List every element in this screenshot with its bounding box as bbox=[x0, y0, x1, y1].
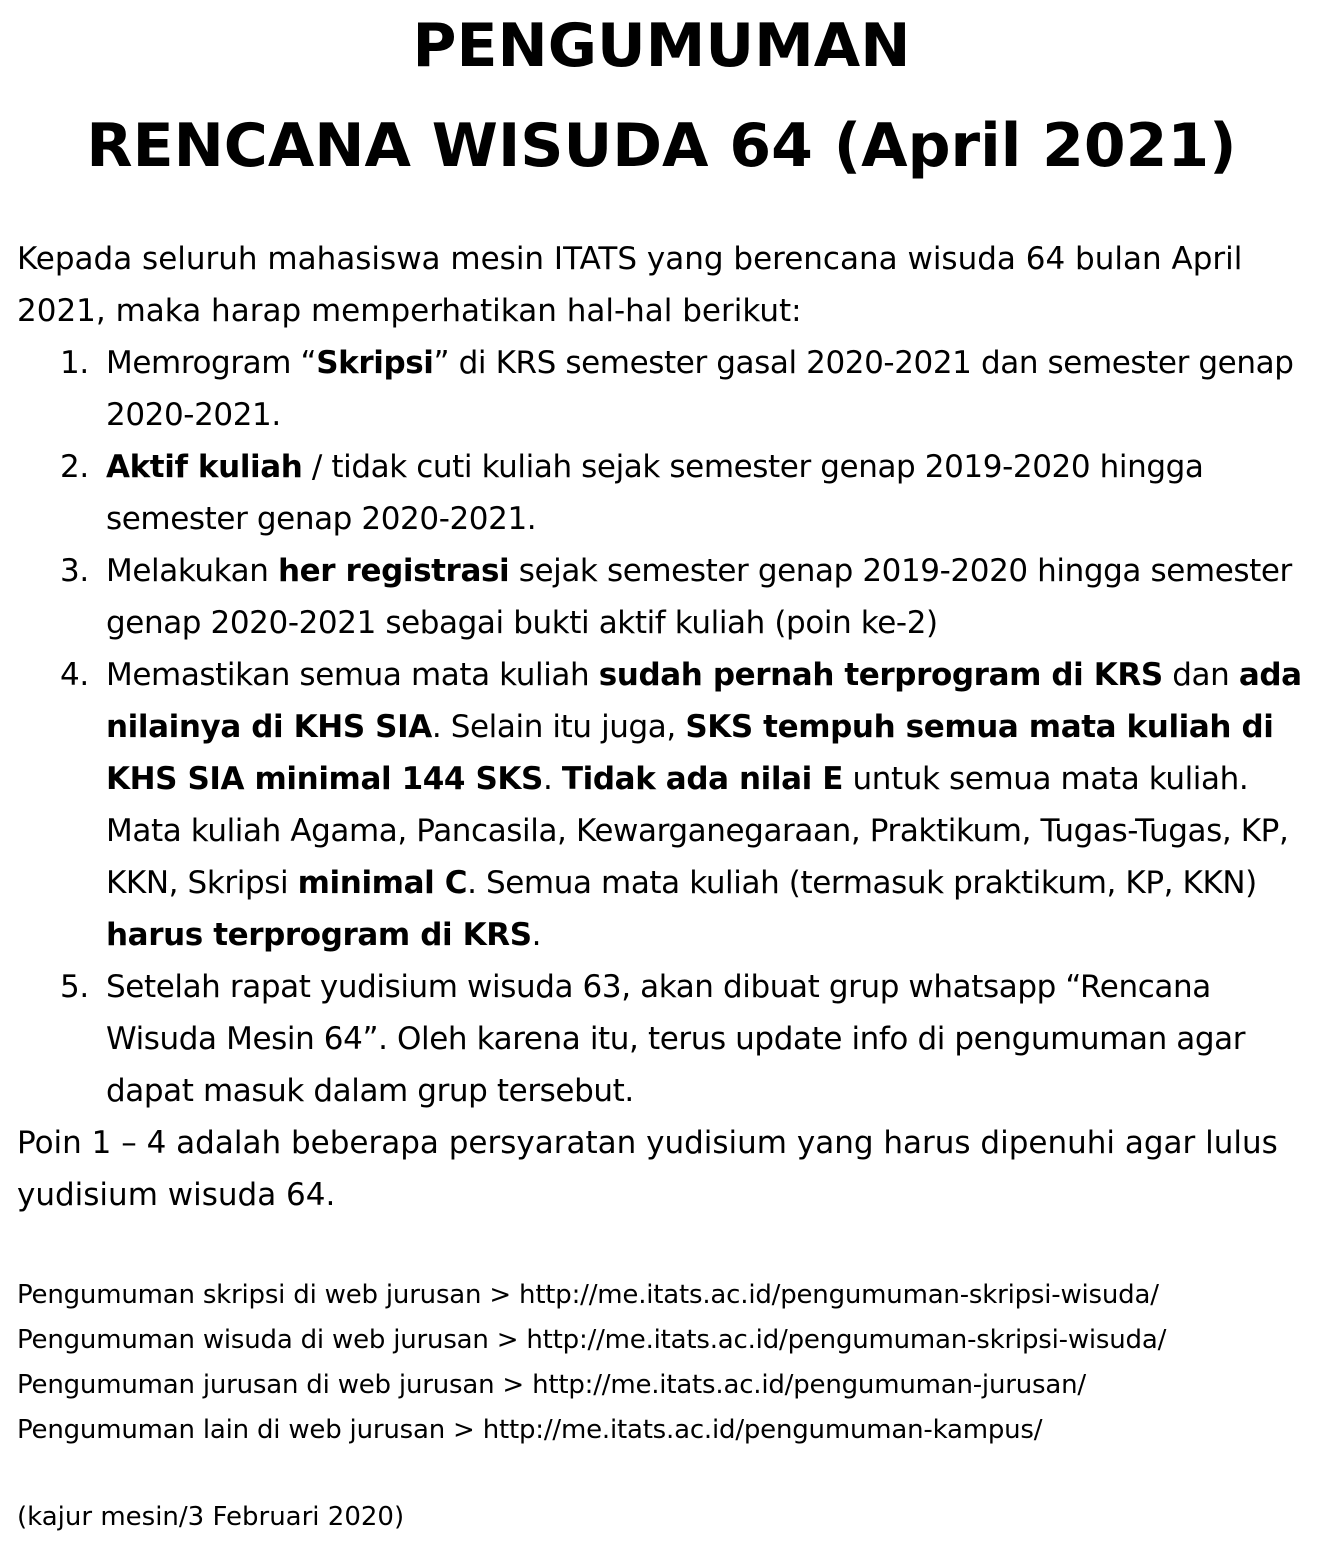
list-item-3: 3. Melakukan her registrasi sejak semester genap 2019-2020 hingga semester genap 2020-2021 sebagai bukti aktif kuliah (poin ke-2) bbox=[0, 545, 1310, 649]
emphasis: her registrasi bbox=[277, 553, 510, 589]
list-item-1: 1. Memrogram “Skripsi” di KRS semester gasal 2020-2021 dan semester genap 2020-2021. bbox=[0, 337, 1310, 441]
title-line-1: PENGUMUMAN bbox=[412, 11, 911, 81]
link-line-wisuda: Pengumuman wisuda di web jurusan > http://me.itats.ac.id/pengumuman-skripsi-wisuda/ bbox=[17, 1325, 1167, 1355]
link-line-kampus: Pengumuman lain di web jurusan > http://me.itats.ac.id/pengumuman-kampus/ bbox=[17, 1415, 1043, 1445]
list-number: 4. bbox=[60, 657, 89, 693]
link-line-jurusan: Pengumuman jurusan di web jurusan > http://me.itats.ac.id/pengumuman-jurusan/ bbox=[17, 1370, 1086, 1400]
list-number: 1. bbox=[60, 345, 89, 381]
emphasis: Skripsi bbox=[316, 345, 434, 381]
emphasis: ada nilainya di KHS SIA bbox=[106, 657, 1302, 745]
emphasis: SKS tempuh semua mata kuliah di KHS SIA minimal 144 SKS bbox=[106, 709, 1274, 797]
intro-text: Kepada seluruh mahasiswa mesin ITATS yang berencana wisuda 64 bulan April 2021, maka harap memperhatikan hal-hal berikut: bbox=[17, 241, 1243, 329]
signature: (kajur mesin/3 Februari 2020) bbox=[17, 1502, 405, 1532]
list-item-4: 4. Memastikan semua mata kuliah sudah pernah terprogram di KRS dan ada nilainya di KHS SIA. Selain itu juga, SKS tempuh semua mata kuliah di KHS SIA minimal 144 SKS. Tidak ada nilai E untuk semua mata kuliah. Mata kuliah Agama, Pancasila, Kewarganegaraan, Praktikum, Tugas-Tugas, KP, KKN, Skripsi minimal C. Semua mata kuliah (termasuk praktikum, KP, KKN) harus terprogram di KRS. bbox=[0, 649, 1310, 961]
emphasis: sudah pernah terprogram di KRS bbox=[598, 657, 1163, 693]
list-number: 3. bbox=[60, 553, 89, 589]
emphasis: Tidak ada nilai E bbox=[561, 761, 844, 797]
requirements-list bbox=[0, 337, 1310, 1117]
list-number: 2. bbox=[60, 449, 89, 485]
emphasis: harus terprogram di KRS bbox=[106, 917, 532, 953]
closing-paragraph bbox=[17, 1117, 1317, 1221]
links-section bbox=[17, 1273, 1317, 1453]
closing-text: Poin 1 – 4 adalah beberapa persyaratan yudisium yang harus dipenuhi agar lulus yudisium wisuda 64. bbox=[17, 1125, 1278, 1213]
emphasis: Aktif kuliah bbox=[106, 449, 303, 485]
emphasis: minimal C bbox=[297, 865, 468, 901]
title-line-2: RENCANA WISUDA 64 (April 2021) bbox=[86, 111, 1237, 181]
list-item-5: 5. Setelah rapat yudisium wisuda 63, akan dibuat grup whatsapp “Rencana Wisuda Mesin 64”. Oleh karena itu, terus update info di pengumuman agar dapat masuk dalam grup tersebut. bbox=[0, 961, 1310, 1117]
link-line-skripsi: Pengumuman skripsi di web jurusan > http://me.itats.ac.id/pengumuman-skripsi-wisuda/ bbox=[17, 1280, 1159, 1310]
list-number: 5. bbox=[60, 969, 89, 1005]
intro-paragraph bbox=[17, 233, 1317, 337]
list-item-2: 2. Aktif kuliah / tidak cuti kuliah sejak semester genap 2019-2020 hingga semester genap 2020-2021. bbox=[0, 441, 1310, 545]
